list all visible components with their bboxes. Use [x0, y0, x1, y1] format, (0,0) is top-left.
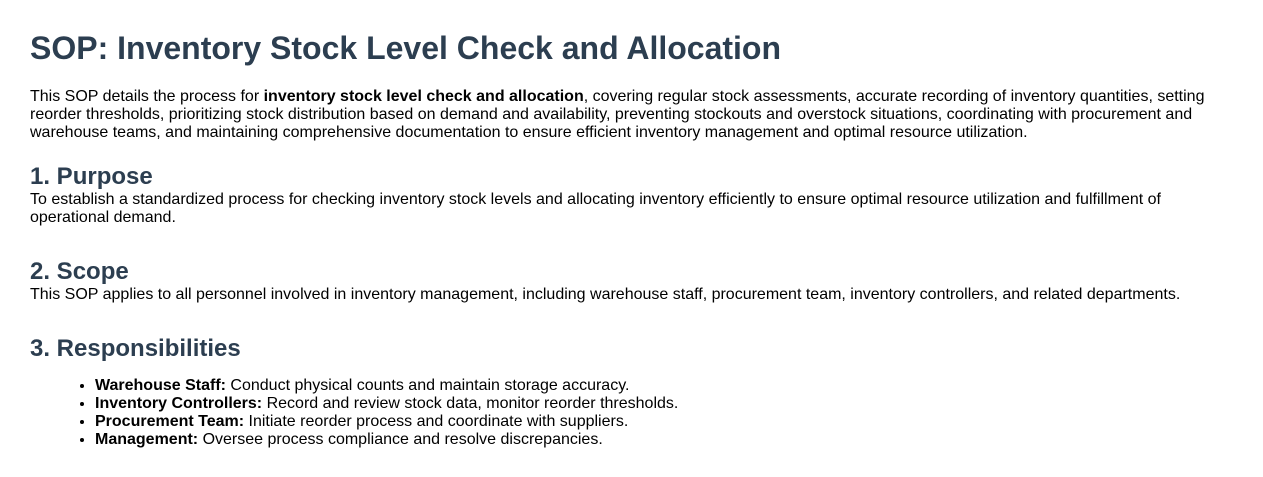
role-label: Warehouse Staff:	[95, 377, 226, 394]
scope-text: This SOP applies to all personnel involved in inventory management, including warehouse staff, procurement team, inventory controllers, and related departments.	[30, 286, 1181, 303]
purpose-text: To establish a standardized process for checking inventory stock levels and allocating inventory efficiently to ensure optimal resource utilization and fulfillment of operational demand.	[30, 191, 1161, 226]
role-description: Initiate reorder process and coordinate with suppliers.	[244, 413, 629, 430]
section-heading-purpose: 1. Purpose	[30, 163, 153, 190]
list-item	[95, 413, 1233, 431]
intro-text-bold: inventory stock level check and allocation	[263, 88, 584, 105]
list-item	[95, 431, 1233, 449]
intro-text-before: This SOP details the process for	[30, 88, 264, 105]
responsibilities-list	[30, 377, 1233, 449]
role-description: Oversee process compliance and resolve discrepancies.	[198, 431, 603, 448]
role-label: Procurement Team:	[95, 413, 245, 430]
role-description: Record and review stock data, monitor reorder thresholds.	[262, 395, 679, 412]
role-label: Inventory Controllers:	[95, 395, 263, 412]
page-title: SOP: Inventory Stock Level Check and Allocation	[30, 30, 781, 66]
role-label: Management:	[95, 431, 199, 448]
intro-paragraph	[30, 88, 1220, 142]
list-item	[95, 377, 1233, 395]
section-heading-responsibilities: 3. Responsibilities	[30, 335, 241, 362]
intro-text-after: , covering regular stock assessments, accurate recording of inventory quantities, setting reorder thresholds, prioritizing stock distribution based on demand and availability, preventing stockouts and overstock situations, coordinating with procurement and warehouse teams, and maintaining comprehensive documentation to ensure efficient inventory management and optimal resource utilization.	[30, 88, 1205, 141]
list-item	[95, 395, 1233, 413]
role-description: Conduct physical counts and maintain storage accuracy.	[225, 377, 630, 394]
section-heading-scope: 2. Scope	[30, 258, 129, 285]
